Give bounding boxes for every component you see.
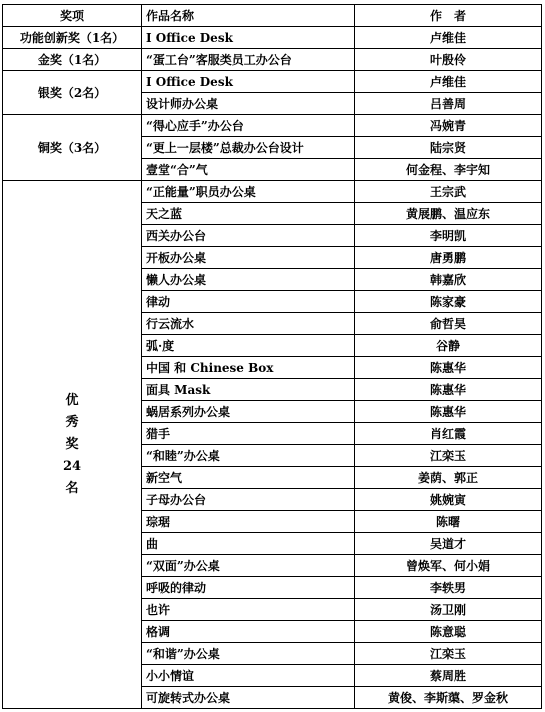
work-title-cell: 西关办公台	[142, 225, 355, 247]
work-title-cell: 中国 和 Chinese Box	[142, 357, 355, 379]
work-title-cell: “和谐”办公桌	[142, 643, 355, 665]
author-cell: 姜荫、郭正	[355, 467, 542, 489]
work-title-cell: I Office Desk	[142, 71, 355, 93]
work-title-cell: 呼吸的律动	[142, 577, 355, 599]
author-cell: 吴道才	[355, 533, 542, 555]
work-title-cell: “正能量”职员办公桌	[142, 181, 355, 203]
table-row	[3, 181, 542, 203]
author-cell: 李明凯	[355, 225, 542, 247]
work-title-cell: 弧·度	[142, 335, 355, 357]
award-cell: 银奖（2名）	[3, 71, 142, 115]
work-title-cell: 子母办公台	[142, 489, 355, 511]
table-row	[3, 27, 542, 49]
work-title-cell: 壹堂“合”气	[142, 159, 355, 181]
header-author: 作 者	[355, 5, 542, 27]
work-title-cell: 设计师办公桌	[142, 93, 355, 115]
author-cell: 姚婉寅	[355, 489, 542, 511]
award-line: 奖	[65, 436, 79, 452]
work-title-cell: 行云流水	[142, 313, 355, 335]
work-title-cell: 小小情谊	[142, 665, 355, 687]
author-cell: 李轶男	[355, 577, 542, 599]
author-cell: 何金程、李宇知	[355, 159, 542, 181]
award-line: 优	[65, 392, 79, 408]
award-cell: 铜奖（3名）	[3, 115, 142, 181]
author-cell: 江栾玉	[355, 445, 542, 467]
work-title-cell: 也许	[142, 599, 355, 621]
author-cell: 蔡周胜	[355, 665, 542, 687]
award-line: 名	[65, 480, 79, 496]
work-title-cell: 面具 Mask	[142, 379, 355, 401]
work-title-cell: 懒人办公桌	[142, 269, 355, 291]
author-cell: 卢维佳	[355, 71, 542, 93]
work-title-cell: 开板办公桌	[142, 247, 355, 269]
author-cell: 韩嘉欣	[355, 269, 542, 291]
work-title-cell: 律动	[142, 291, 355, 313]
author-cell: 吕善周	[355, 93, 542, 115]
work-title-cell: “得心应手”办公台	[142, 115, 355, 137]
author-cell: 王宗武	[355, 181, 542, 203]
awards-table	[2, 4, 542, 709]
author-cell: 陈惠华	[355, 379, 542, 401]
header-work: 作品名称	[142, 5, 355, 27]
work-title-cell: “和睦”办公桌	[142, 445, 355, 467]
header-award: 奖项	[3, 5, 142, 27]
header-row	[3, 5, 542, 27]
work-title-cell: 天之蓝	[142, 203, 355, 225]
author-cell: 唐勇鹏	[355, 247, 542, 269]
author-cell: 肖红霞	[355, 423, 542, 445]
work-title-cell: 琮琚	[142, 511, 355, 533]
work-title-cell: I Office Desk	[142, 27, 355, 49]
author-cell: 卢维佳	[355, 27, 542, 49]
table-row	[3, 115, 542, 137]
author-cell: 汤卫刚	[355, 599, 542, 621]
award-cell: 金奖（1名）	[3, 49, 142, 71]
work-title-cell: 格调	[142, 621, 355, 643]
author-cell: 谷静	[355, 335, 542, 357]
work-title-cell: “双面”办公桌	[142, 555, 355, 577]
author-cell: 陈惠华	[355, 357, 542, 379]
table-row	[3, 71, 542, 93]
author-cell: 江栾玉	[355, 643, 542, 665]
author-cell: 陈意聪	[355, 621, 542, 643]
work-title-cell: 可旋转式办公桌	[142, 687, 355, 709]
table-row	[3, 49, 542, 71]
author-cell: 叶殷伶	[355, 49, 542, 71]
award-line: 24	[62, 458, 82, 474]
author-cell: 俞哲昊	[355, 313, 542, 335]
work-title-cell: 新空气	[142, 467, 355, 489]
work-title-cell: 蜗居系列办公桌	[142, 401, 355, 423]
work-title-cell: 猎手	[142, 423, 355, 445]
author-cell: 黄俊、李斯蕖、罗金秋	[355, 687, 542, 709]
award-cell	[3, 181, 142, 709]
author-cell: 冯婉青	[355, 115, 542, 137]
author-cell: 陈家豪	[355, 291, 542, 313]
award-cell: 功能创新奖（1名）	[3, 27, 142, 49]
author-cell: 黄展鹏、温应东	[355, 203, 542, 225]
award-line: 秀	[65, 414, 79, 430]
author-cell: 陈曙	[355, 511, 542, 533]
author-cell: 陈惠华	[355, 401, 542, 423]
work-title-cell: “蛋工台”客服类员工办公台	[142, 49, 355, 71]
awards-table-body	[3, 5, 542, 709]
author-cell: 陆宗贤	[355, 137, 542, 159]
work-title-cell: “更上一层楼”总裁办公台设计	[142, 137, 355, 159]
work-title-cell: 曲	[142, 533, 355, 555]
author-cell: 曾焕军、何小娟	[355, 555, 542, 577]
